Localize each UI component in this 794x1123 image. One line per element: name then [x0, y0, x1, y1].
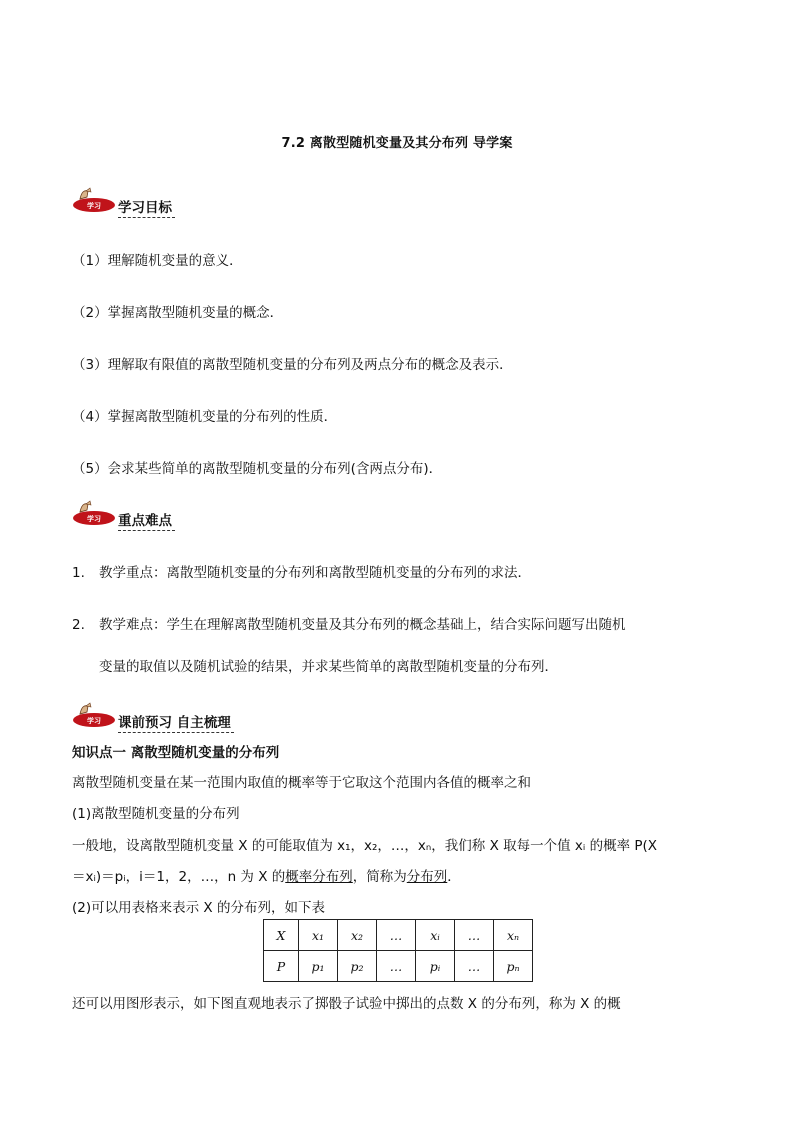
keypoint-text: 教学难点：学生在理解离散型随机变量及其分布列的概念基础上，结合实际问题写出随机 [99, 617, 626, 633]
subheading: (2)可以用表格来表示 X 的分布列，如下表 [72, 900, 325, 916]
objective-4: （4）掌握离散型随机变量的分布列的性质． [72, 409, 338, 425]
objective-3: （3）理解取有限值的离散型随机变量的分布列及两点分布的概念及表示． [72, 357, 513, 373]
paragraph: 还可以用图形表示，如下图直观地表示了掷骰子试验中掷出的点数 X 的分布列，称为 X 的概 [72, 996, 621, 1012]
text: ＝xᵢ)＝pᵢ，i＝1，2，…，n 为 X 的 [72, 869, 286, 885]
table-cell: … [455, 951, 494, 982]
subheading: (1)离散型随机变量的分布列 [72, 806, 240, 822]
section-logo-icon [72, 500, 118, 528]
table-cell: … [377, 951, 416, 982]
table-cell: xᵢ [416, 920, 455, 951]
term-underlined: 分布列 [406, 869, 448, 885]
page-title: 7.2 离散型随机变量及其分布列 导学案 [281, 136, 513, 151]
section-title: 学习目标 [118, 196, 175, 218]
table-cell: x₁ [299, 920, 338, 951]
table-cell: P [264, 951, 299, 982]
list-number: 1. [72, 565, 85, 581]
keypoint-text: 教学重点：离散型随机变量的分布列和离散型随机变量的分布列的求法． [99, 565, 531, 581]
table-cell: xₙ [494, 920, 533, 951]
table-cell: … [377, 920, 416, 951]
table-cell: x₂ [338, 920, 377, 951]
text: ，简称为 [352, 869, 407, 885]
objective-2: （2）掌握离散型随机变量的概念． [72, 305, 284, 321]
table-cell: pᵢ [416, 951, 455, 982]
section-logo-icon [72, 187, 118, 215]
table-cell: … [455, 920, 494, 951]
list-number: 2. [72, 617, 85, 633]
svg-text:学习: 学习 [87, 717, 101, 725]
keypoint-2 [72, 613, 626, 633]
paragraph-continued [72, 865, 461, 885]
table-cell: pₙ [494, 951, 533, 982]
term-underlined: 概率分布列 [285, 869, 353, 885]
section-logo-icon [72, 702, 118, 730]
section-title: 课前预习 自主梳理 [118, 711, 234, 733]
objective-1: （1）理解随机变量的意义． [72, 253, 243, 269]
keypoint-1 [72, 561, 531, 581]
svg-text:学习: 学习 [87, 202, 101, 210]
distribution-table [263, 919, 533, 982]
keypoint-2-continued: 变量的取值以及随机试验的结果，并求某些简单的离散型随机变量的分布列． [99, 659, 558, 675]
table-cell: p₂ [338, 951, 377, 982]
table-cell: p₁ [299, 951, 338, 982]
text: ． [447, 869, 461, 885]
objective-5: （5）会求某些简单的离散型随机变量的分布列(含两点分布)． [72, 461, 443, 477]
paragraph: 一般地，设离散型随机变量 X 的可能取值为 x₁，x₂，…，xₙ，我们称 X 取每一个值 xᵢ 的概率 P(X [72, 838, 658, 854]
section-title: 重点难点 [118, 509, 175, 531]
table-row [264, 951, 533, 982]
table-row [264, 920, 533, 951]
knowledge-point-heading: 知识点一 离散型随机变量的分布列 [72, 745, 280, 761]
table-cell: X [264, 920, 299, 951]
paragraph: 离散型随机变量在某一范围内取值的概率等于它取这个范围内各值的概率之和 [72, 775, 531, 791]
svg-text:学习: 学习 [87, 515, 101, 523]
